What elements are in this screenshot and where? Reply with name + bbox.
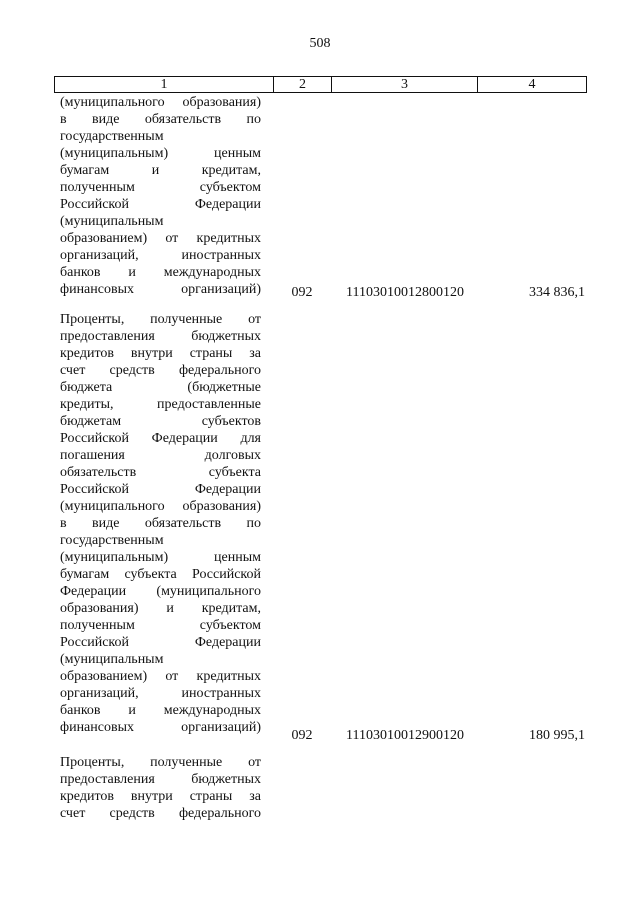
description-line: бумагам и кредитам, xyxy=(60,163,261,178)
page-number: 508 xyxy=(309,36,331,51)
description-line: Проценты, полученные от xyxy=(60,312,261,327)
table-cell-code-admin: 092 xyxy=(291,285,313,300)
description-line: Проценты, полученные от xyxy=(60,755,261,770)
description-line: кредиты, предоставленные xyxy=(60,397,261,412)
description-line: Российской Федерации xyxy=(60,197,261,212)
table-row-description xyxy=(60,311,261,736)
column-header-1: 1 xyxy=(55,77,274,93)
description-line: кредитов внутри страны за xyxy=(60,346,261,361)
table-row-description xyxy=(60,754,261,822)
table-row-description xyxy=(60,94,261,298)
table-cell-code-classification: 11103010012800120 xyxy=(346,285,464,300)
description-line: полученным субъектом xyxy=(60,618,261,633)
table-cell-amount: 334 836,1 xyxy=(529,285,585,300)
column-header-row xyxy=(54,76,587,93)
description-line: Российской Федерации xyxy=(60,635,261,650)
description-line: в виде обязательств по xyxy=(60,112,261,127)
description-line: образованием) от кредитных xyxy=(60,669,261,684)
description-line: Российской Федерации для xyxy=(60,431,261,446)
description-line: (муниципальным xyxy=(60,214,164,229)
description-line: бюджетам субъектов xyxy=(60,414,261,429)
description-line: счет средств федерального xyxy=(60,806,261,821)
description-line: предоставления бюджетных xyxy=(60,772,261,787)
description-line: организаций, иностранных xyxy=(60,686,261,701)
description-line: образования) и кредитам, xyxy=(60,601,261,616)
column-header-3: 3 xyxy=(332,77,478,93)
description-line: в виде обязательств по xyxy=(60,516,261,531)
description-line: погашения долговых xyxy=(60,448,261,463)
description-line: бюджета (бюджетные xyxy=(60,380,261,395)
description-line: (муниципального образования) xyxy=(60,499,261,514)
description-line: финансовых организаций) xyxy=(60,720,261,735)
description-line: государственным xyxy=(60,533,164,548)
description-line: банков и международных xyxy=(60,703,261,718)
description-line: счет средств федерального xyxy=(60,363,261,378)
description-line: бумагам субъекта Российской xyxy=(60,567,261,582)
table-cell-code-admin: 092 xyxy=(291,728,313,743)
description-line: образованием) от кредитных xyxy=(60,231,261,246)
description-line: предоставления бюджетных xyxy=(60,329,261,344)
column-header-2: 2 xyxy=(274,77,332,93)
description-line: (муниципальным xyxy=(60,652,164,667)
description-line: государственным xyxy=(60,129,164,144)
description-line: кредитов внутри страны за xyxy=(60,789,261,804)
description-line: обязательств субъекта xyxy=(60,465,261,480)
description-line: (муниципальным) ценным xyxy=(60,550,261,565)
description-line: полученным субъектом xyxy=(60,180,261,195)
description-line: финансовых организаций) xyxy=(60,282,261,297)
description-line: банков и международных xyxy=(60,265,261,280)
column-header-4: 4 xyxy=(478,77,587,93)
description-line: (муниципальным) ценным xyxy=(60,146,261,161)
description-line: Федерации (муниципального xyxy=(60,584,261,599)
table-cell-amount: 180 995,1 xyxy=(529,728,585,743)
description-line: организаций, иностранных xyxy=(60,248,261,263)
description-line: (муниципального образования) xyxy=(60,95,261,110)
table-cell-code-classification: 11103010012900120 xyxy=(346,728,464,743)
description-line: Российской Федерации xyxy=(60,482,261,497)
